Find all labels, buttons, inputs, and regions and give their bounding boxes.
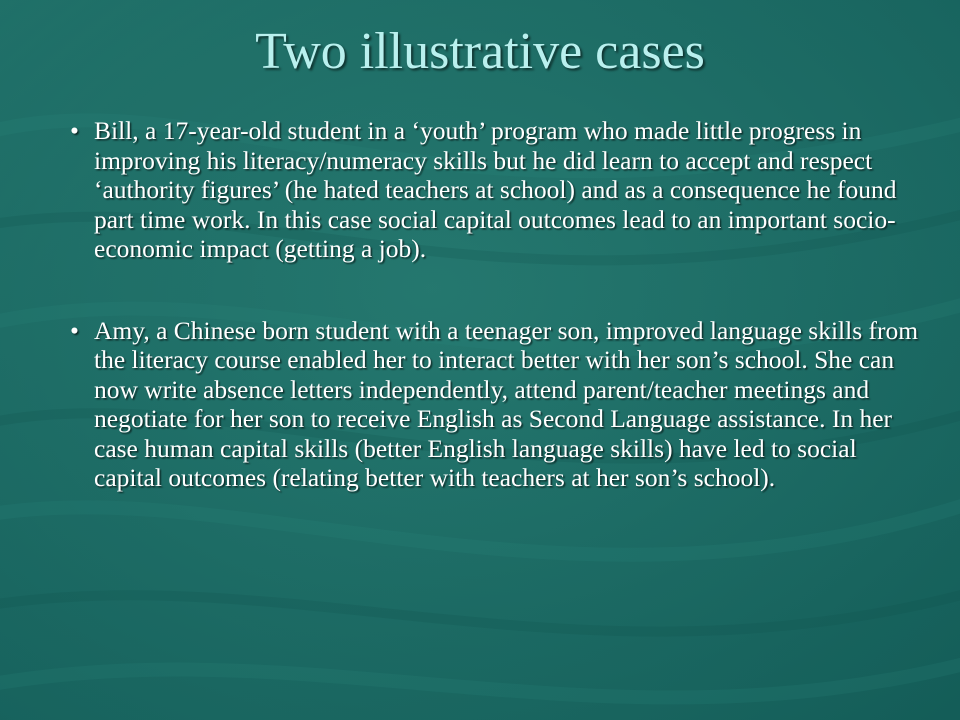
bullet-dot-icon: •: [70, 315, 79, 345]
bullet-dot-icon: •: [70, 116, 79, 145]
bullet-text: Bill, a 17-year-old student in a ‘youth’ program who made little progress in improving his literacy/numeracy skills but he did learn to accept and respect ‘authority figures’ (he hated teachers at school) and as a consequence he found part time work. In this case social capital outcomes lead to an important socio-economic impact (getting a job).: [94, 116, 897, 263]
bullet-item-amy: [60, 316, 920, 493]
bullet-list: [60, 116, 920, 493]
bullet-item-bill: [60, 116, 920, 264]
bullet-text: Amy, a Chinese born student with a teenager son, improved language skills from the literacy course enabled her to interact better with her son’s school. She can now write absence letters independently, attend parent/teacher meetings and negotiate for her son to receive English as Second Language assistance. In her case human capital skills (better English language skills) have led to social capital outcomes (relating better with teachers at her son’s school).: [94, 315, 919, 492]
slide-title: Two illustrative cases: [255, 23, 705, 80]
